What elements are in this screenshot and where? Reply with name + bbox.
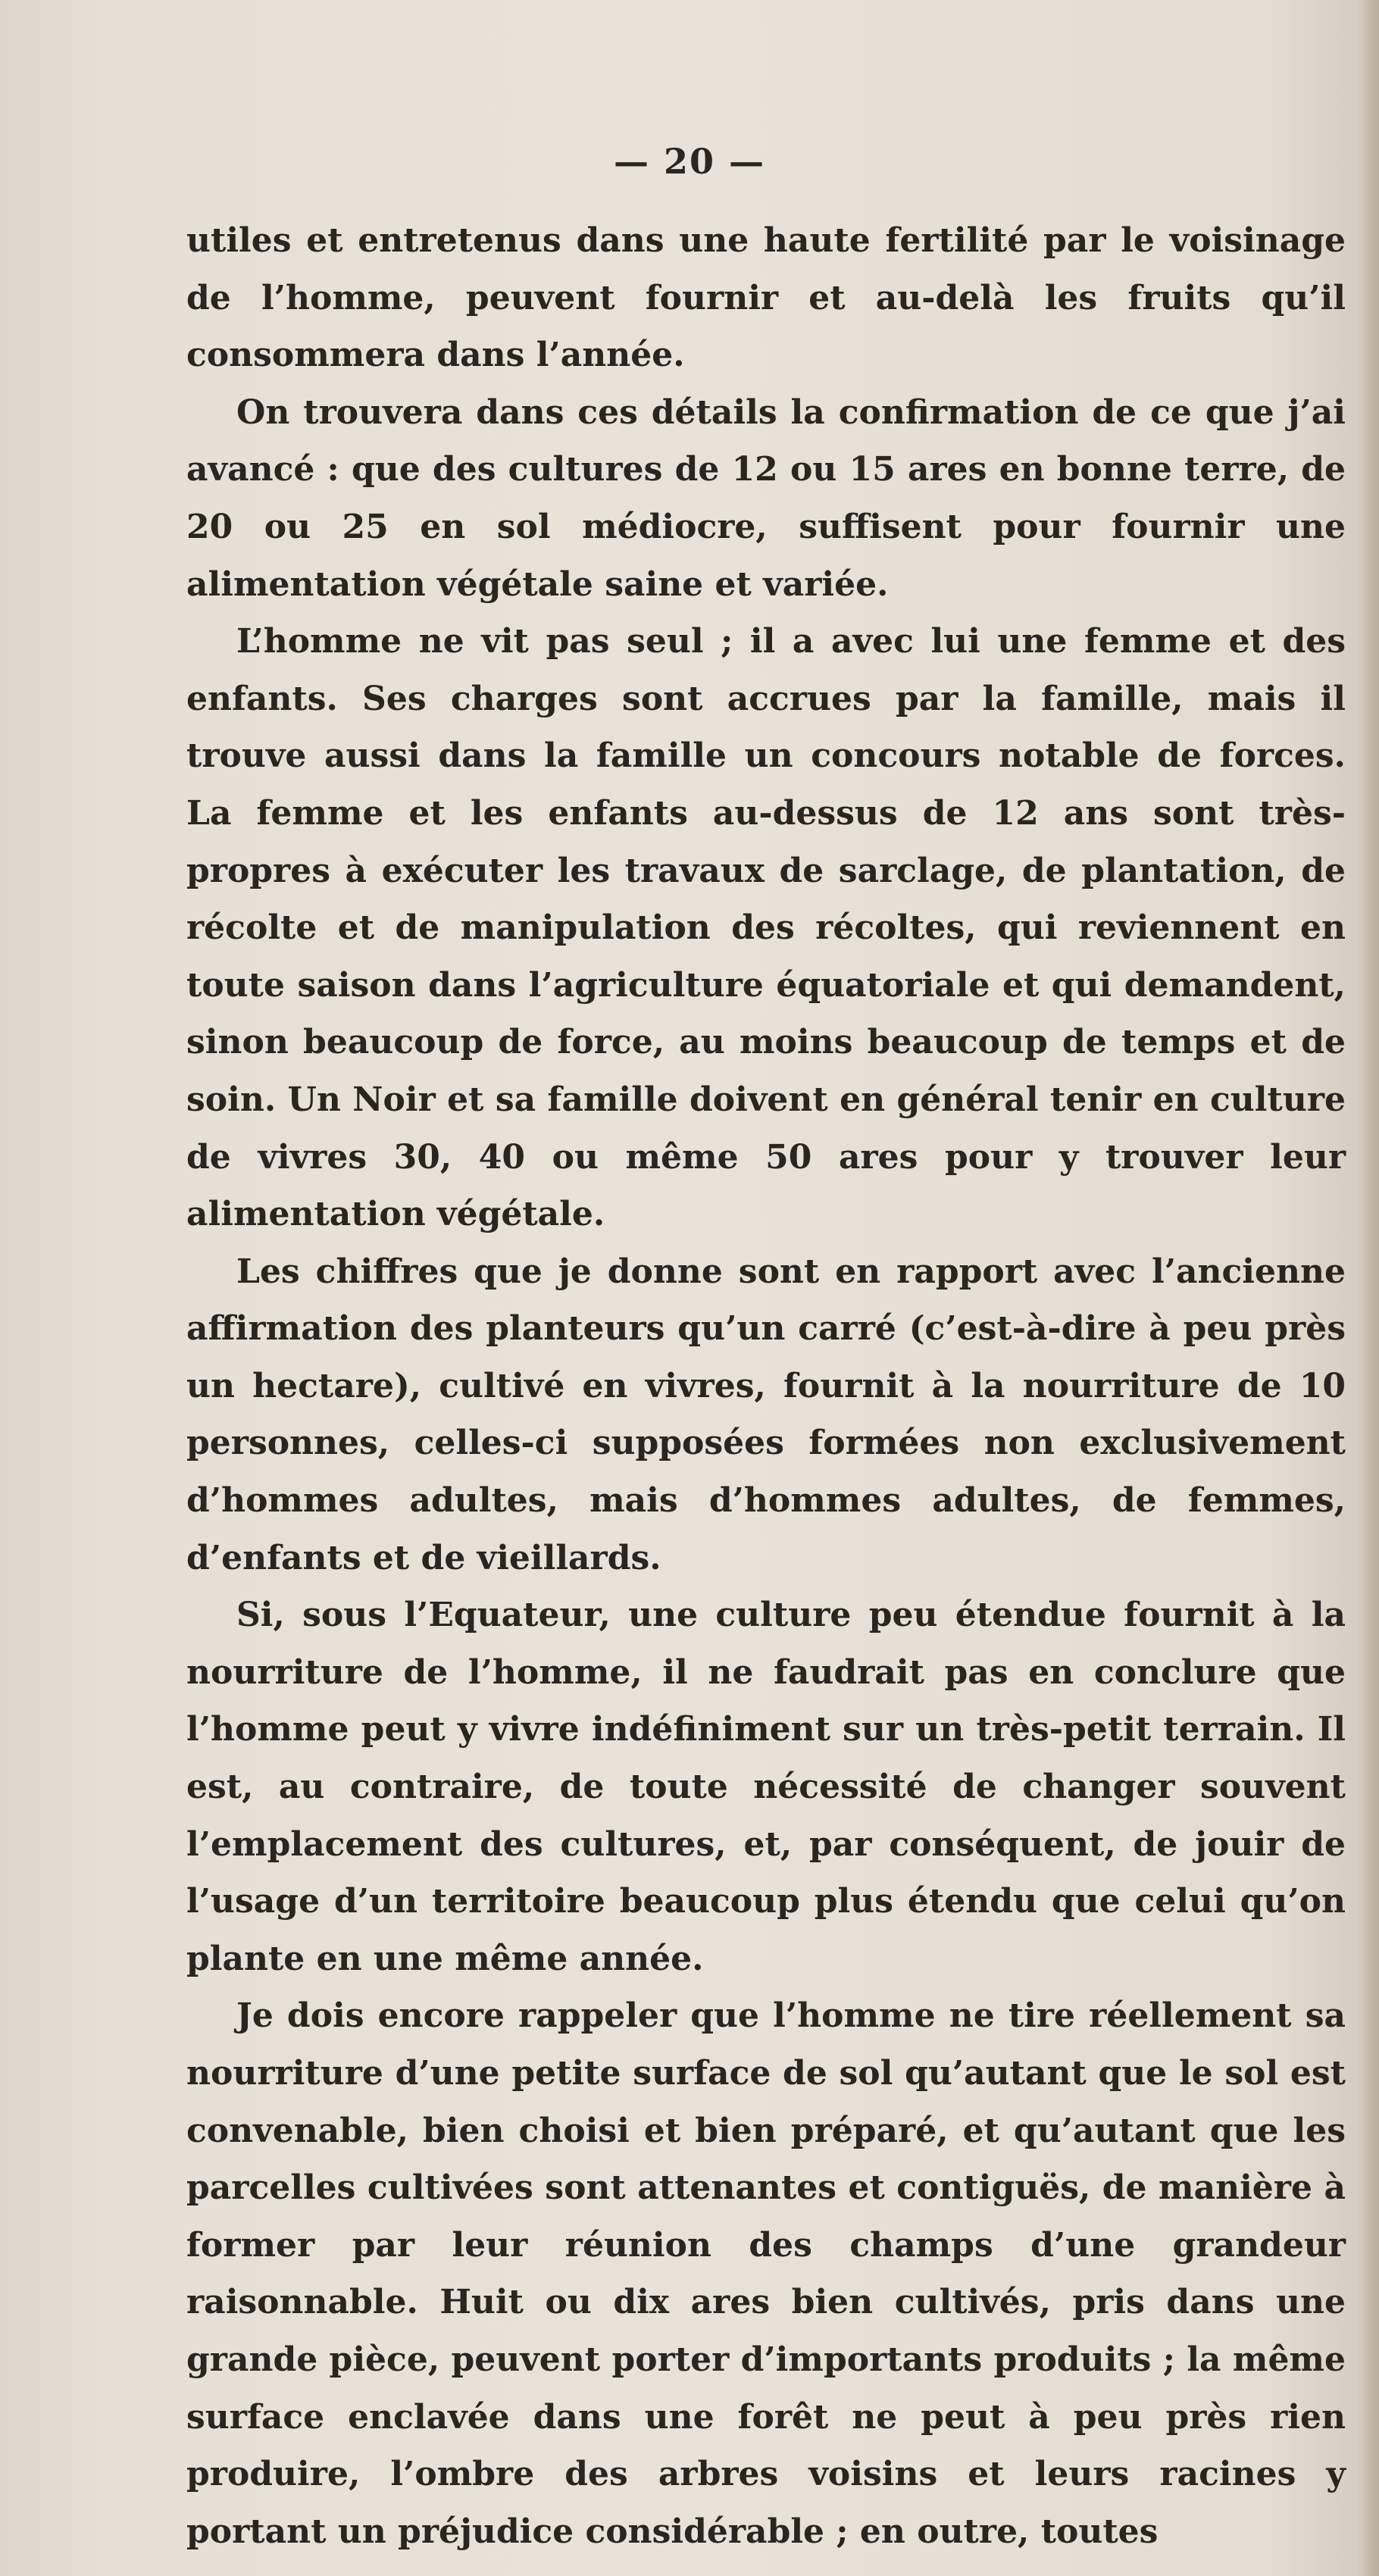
paragraph: L’homme ne vit pas seul ; il a avec lui une femme et des enfants. Ses charges sont accrues par la famille, mais il trouve aussi dans la famille un concours notable de forces. La femme et les enfants au-dessus de 12 ans sont très-propres à exécuter les travaux de sarclage, de plantation, de récolte et de manipulation des récoltes, qui reviennent en toute saison dans l’agriculture équatoriale et qui demandent, sinon beaucoup de force, au moins beaucoup de temps et de soin. Un Noir et sa famille doivent en général tenir en culture de vivres 30, 40 ou même 50 ares pour y trouver leur alimentation végétale. xyxy=(186,622,1346,1234)
paragraph: Si, sous l’Equateur, une culture peu étendue fournit à la nourriture de l’homme, il ne faudrait pas en conclure que l’homme peut y vivre indéfiniment sur un très-petit terrain. Il est, au contraire, de toute nécessité de changer souvent l’emplacement des cultures, et, par conséquent, de jouir de l’usage d’un territoire beaucoup plus étendu que celui qu’on plante en une même année. xyxy=(186,1596,1346,1978)
paragraph: Les chiffres que je donne sont en rapport avec l’ancienne affirmation des planteurs qu’un carré (c’est-à-dire à peu près un hectare), cultivé en vivres, fournit à la nourriture de 10 personnes, celles-ci supposées formées non exclusivement d’hommes adultes, mais d’hommes adultes, de femmes, d’enfants et de vieillards. xyxy=(186,1252,1346,1577)
page-number: — 20 — xyxy=(613,141,766,182)
paragraph: Je dois encore rappeler que l’homme ne tire réellement sa nourriture d’une petite surface de sol qu’autant que le sol est convenable, bien choisi et bien préparé, et qu’autant que les parcelles cultivées sont attenantes et contiguës, de manière à former par leur réunion des champs d’une grandeur raisonnable. Huit ou dix ares bien cultivés, pris dans une grande pièce, peuvent porter d’importants produits ; la même surface enclavée dans une forêt ne peut à peu près rien produire, l’ombre des arbres voisins et leurs racines y portant un préjudice considérable ; en outre, toutes xyxy=(186,1996,1346,2551)
paragraph: On trouvera dans ces détails la confirmation de ce que j’ai avancé : que des cultures de 12 ou 15 ares en bonne terre, de 20 ou 25 en sol médiocre, suffisent pour fournir une alimentation végétale saine et variée. xyxy=(186,392,1346,604)
paragraph-continued: utiles et entretenus dans une haute fertilité par le voisinage de l’homme, peuvent fournir et au-delà les fruits qu’il consommera dans l’année. xyxy=(186,221,1346,375)
page-edge-shadow xyxy=(1358,0,1379,2576)
body-text xyxy=(186,212,1346,2560)
